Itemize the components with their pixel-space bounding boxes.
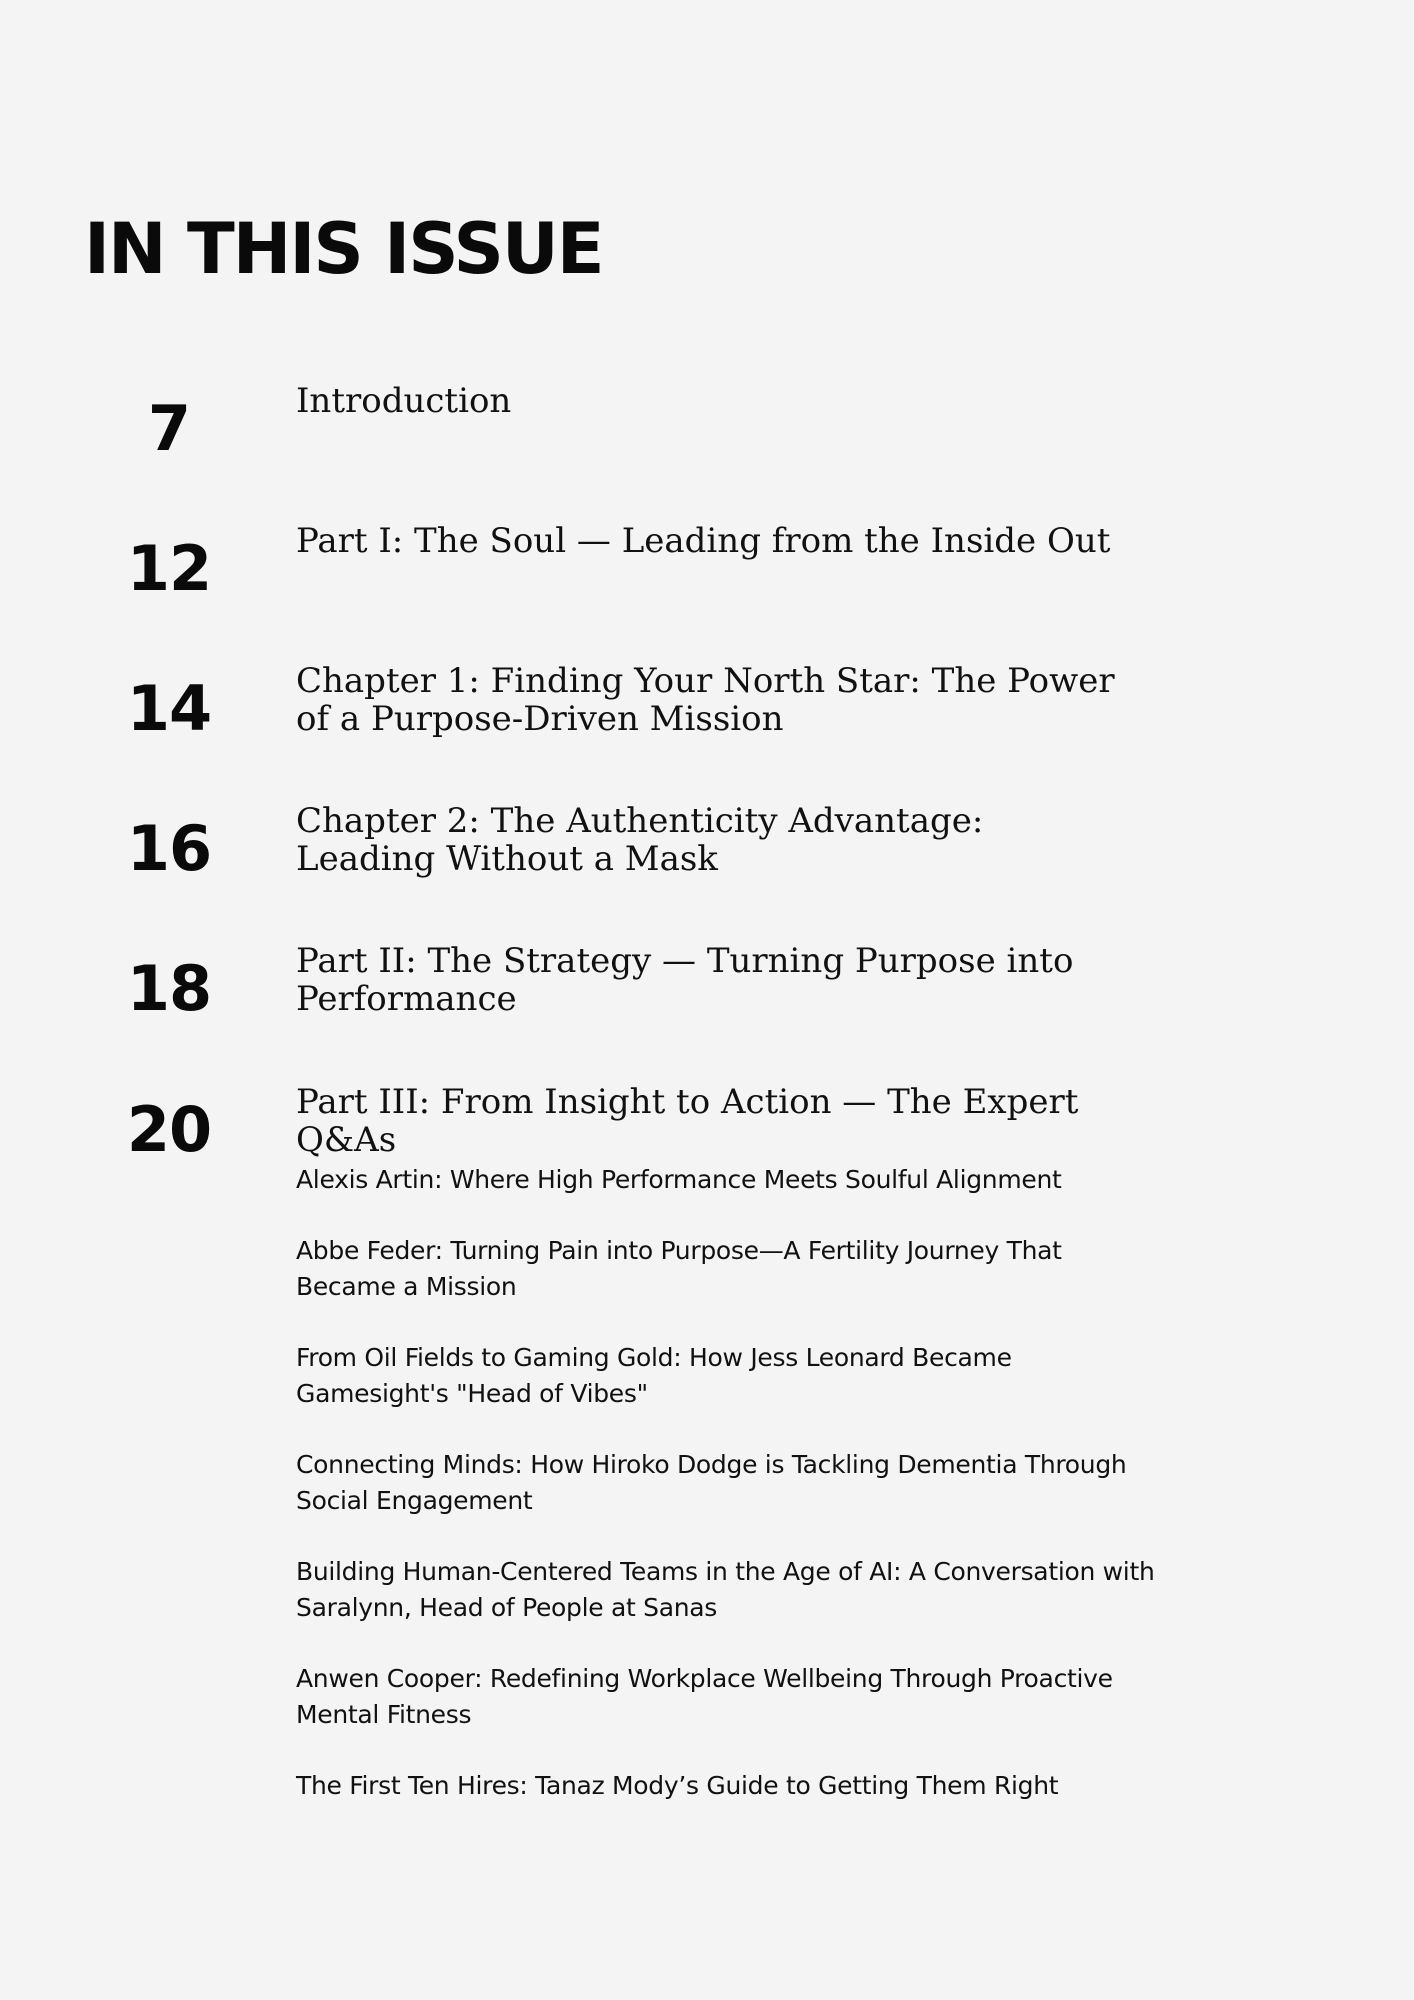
qa-item[interactable]: Alexis Artin: Where High Performance Meets Soulful Alignment [296, 1165, 1062, 1194]
qa-item[interactable]: Anwen Cooper: Redefining Workplace Wellbeing Through Proactive Mental Fitness [296, 1664, 1113, 1729]
qa-list [296, 1162, 1156, 1839]
qa-item[interactable]: Building Human-Centered Teams in the Age of AI: A Conversation with Saralynn, Head of People at Sanas [296, 1557, 1155, 1622]
toc-entry-title: Part III: From Insight to Action — The Expert Q&As [296, 1082, 1079, 1160]
toc-entry-title: Introduction [296, 381, 512, 421]
toc-page-number: 18 [126, 952, 212, 1025]
toc-entry-title: Part II: The Strategy — Turning Purpose into Performance [296, 941, 1074, 1019]
qa-item[interactable]: Abbe Feder: Turning Pain into Purpose—A Fertility Journey That Became a Mission [296, 1236, 1062, 1301]
toc-entry-title: Chapter 2: The Authenticity Advantage: Leading Without a Mask [296, 801, 984, 879]
qa-item[interactable]: Connecting Minds: How Hiroko Dodge is Tackling Dementia Through Social Engagement [296, 1450, 1127, 1515]
toc-entry-title: Chapter 1: Finding Your North Star: The Power of a Purpose-Driven Mission [296, 661, 1115, 739]
page-title: IN THIS ISSUE [84, 208, 603, 290]
qa-item[interactable]: From Oil Fields to Gaming Gold: How Jess Leonard Became Gamesight's "Head of Vibes" [296, 1343, 1012, 1408]
toc-page-number: 20 [126, 1093, 212, 1166]
toc-entry-title: Part I: The Soul — Leading from the Inside Out [296, 521, 1111, 561]
toc-page-number: 7 [147, 392, 191, 465]
toc-page-number: 12 [126, 532, 212, 605]
qa-item[interactable]: The First Ten Hires: Tanaz Mody’s Guide to Getting Them Right [296, 1771, 1059, 1800]
toc-page-number: 14 [126, 672, 212, 745]
toc-page-number: 16 [126, 812, 212, 885]
